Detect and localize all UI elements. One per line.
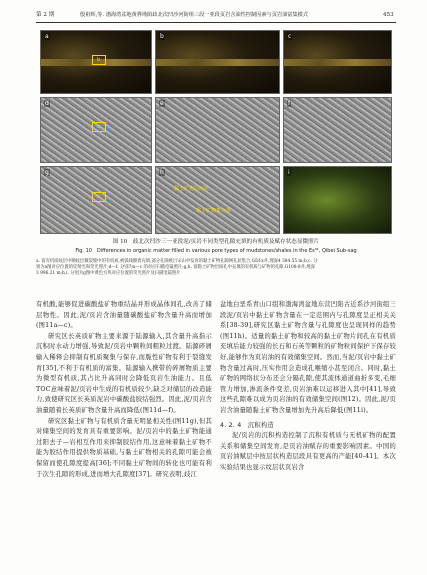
paragraph: 研究区黏土矿物与有机质含量无明显相关性(图11g),但其对储集空间的发育具有重要影响。泥/页岩中的黏土矿物能通过阳去子—岩相互作用来抑制胶结作用,这意味着黏土矿物不能为胶结作用提供物质基础,与黏土矿物相关的孔隙可能会被保留而使孔隙度提高[36];不同黏土矿物间的转化也可能有利于次生孔隙的形成,进而增大孔隙度[37]。研究表明,歧江: [36, 417, 212, 478]
panel-label: f: [288, 100, 291, 107]
panel-label: b: [160, 33, 164, 40]
panel-label: d: [45, 100, 49, 107]
panel-annotation: 黏土矿物层间孔: [174, 186, 210, 192]
figure-panel-g: [40, 166, 152, 234]
lamina-streak: [156, 59, 279, 66]
paragraph: 盆地白垩系青山口组和渤海湾盆地东营凹陷古近系沙河街组三段泥/页岩中黏土矿物含量在一定范围内与孔隙度呈正相关关系[38-39],研究区黏土矿物含量与孔隙度也呈现同样的趋势(图11h)。适量的黏土矿物和较高的黏土矿物片间孔在有机质充填后能力较强的长石和石英等颗粒的矿物粒间保护下保存较好,能够作为页岩油的有效储集空间。然而,当泥/页岩中黏土矿物含量过高时,压实作用会造成孔喉缩小甚至闭合。同时,黏土矿物的网络状分布还会分隔孔隙,使其流体通道曲折多变,毛细管力增加,渗流条件变差,页岩油难以运移进入其中[41],导致这些孔隙难以成为页岩油的有效储集空间(图12)。因此,泥/页岩含油量随黏土矿物含量增加先升高后降低(图11i)。: [220, 301, 396, 414]
figure-panel-d: [40, 97, 152, 163]
panel-annotation: 黏土矿物集合体: [196, 208, 232, 214]
panel-label: a: [45, 33, 49, 40]
figure-panel-e: [155, 97, 280, 163]
body-right-column: [220, 300, 396, 474]
page-number-right: 453: [383, 12, 394, 18]
figure-caption-cn: 图 10 歧北次凹沙三一亚段泥/页岩不同类型孔隙充填的有机质及赋存状态显微照片: [112, 239, 320, 245]
paragraph: 研究区长英质矿物主要来源于陆源输入,其含量升高指示沉积时水动力增强,导致泥/页岩中颗粒间粗粒过渡。陆源碎屑输入稀释会抑制有机质聚集与保存,而脆性矿物有利于裂缝发育[35],不利于有机质的富集。陆源输入携带的碎屑物质主要为微型有机质,其占比升高同时会降低页岩生油能力。且低TOC意味着泥/页岩中生成的有机质较少,缺乏对储层的改造能力,致使研究区长英质泥岩中碳酸盐胶结强烈。因此,泥/页岩含油量随着长英质矿物含量升高而降低(图11d—f)。: [36, 332, 212, 414]
panel-label: e: [160, 100, 164, 107]
body-left-column: [36, 300, 212, 480]
paragraph: 有机酸,能够促进碳酸盐矿物重结晶并形成晶体间孔,改善了储层物性。因此,泥/页岩含油量随碳酸盐矿物含量升高而增加(图11a—c)。: [36, 301, 212, 330]
figure-note-3: 3 996.21 m;h,i. 分别为g图中黄色方块对应位置的荧光照片及扫描电镜照片: [36, 271, 181, 276]
header-rule: [36, 22, 396, 23]
panel-label: i: [288, 169, 290, 176]
figure-panel-b: [155, 30, 280, 94]
panel-inset-marker: b: [92, 55, 106, 65]
figure-note-2: 别为a图对应位置的反射光和荧光照片;d—f. 分别为a—c 的对应扫描电镜照片;g,h. 富黏土矿物层间孔中充填的有机质与矿物的孔隙,G108-8井,埋深: [36, 265, 315, 270]
page-number-left: 第 2 期: [36, 12, 55, 18]
figure-panel-i: [283, 166, 392, 234]
panel-label: g: [45, 169, 49, 176]
figure-panel-h: [155, 166, 280, 234]
paragraph: 泥/页岩的沉积构造控制了沉积有机质与无机矿物的配置关系和储集空间发育,是页岩油赋存的重要影响因素。中国的页岩油赋层中按层状构造层段具有更高的产能[40-41]。本次实验结果也显示纹层状页岩含: [220, 432, 396, 471]
lamina-streak: [284, 59, 391, 66]
figure-panel-f: [283, 97, 392, 163]
panel-label: h: [160, 169, 164, 176]
figure-panel-a: [40, 30, 152, 94]
panel-label: c: [288, 33, 292, 40]
figure-panel-c: [283, 30, 392, 94]
figure-caption-en: Fig. 10 Differences in organic matter filled in various pore types of mudstones/shales in the Es³¹, Qibei Sub-sag: [75, 248, 357, 254]
running-title: 殷祖辉,等. 渤海湾盆地黄骅坳陷歧北次凹沙河街组三段一亚段页岩含油性控制因素与页岩油富集模式: [80, 12, 309, 18]
running-header: [0, 0, 427, 28]
panel-inset-marker: e: [92, 122, 106, 132]
panel-inset-marker: h: [92, 192, 106, 202]
section-heading: 4. 2. 4 沉积构造: [220, 421, 274, 429]
figure-note-1: a. 富有机质纹层中顺纹层微裂缝中的有机质,被弧线圈着充填,部分孔隙被吕宋山中发育的黏土矿物孔隙网孔状集合,GD1x井,埋深4 384.55 m;b,c. 分: [36, 259, 318, 264]
